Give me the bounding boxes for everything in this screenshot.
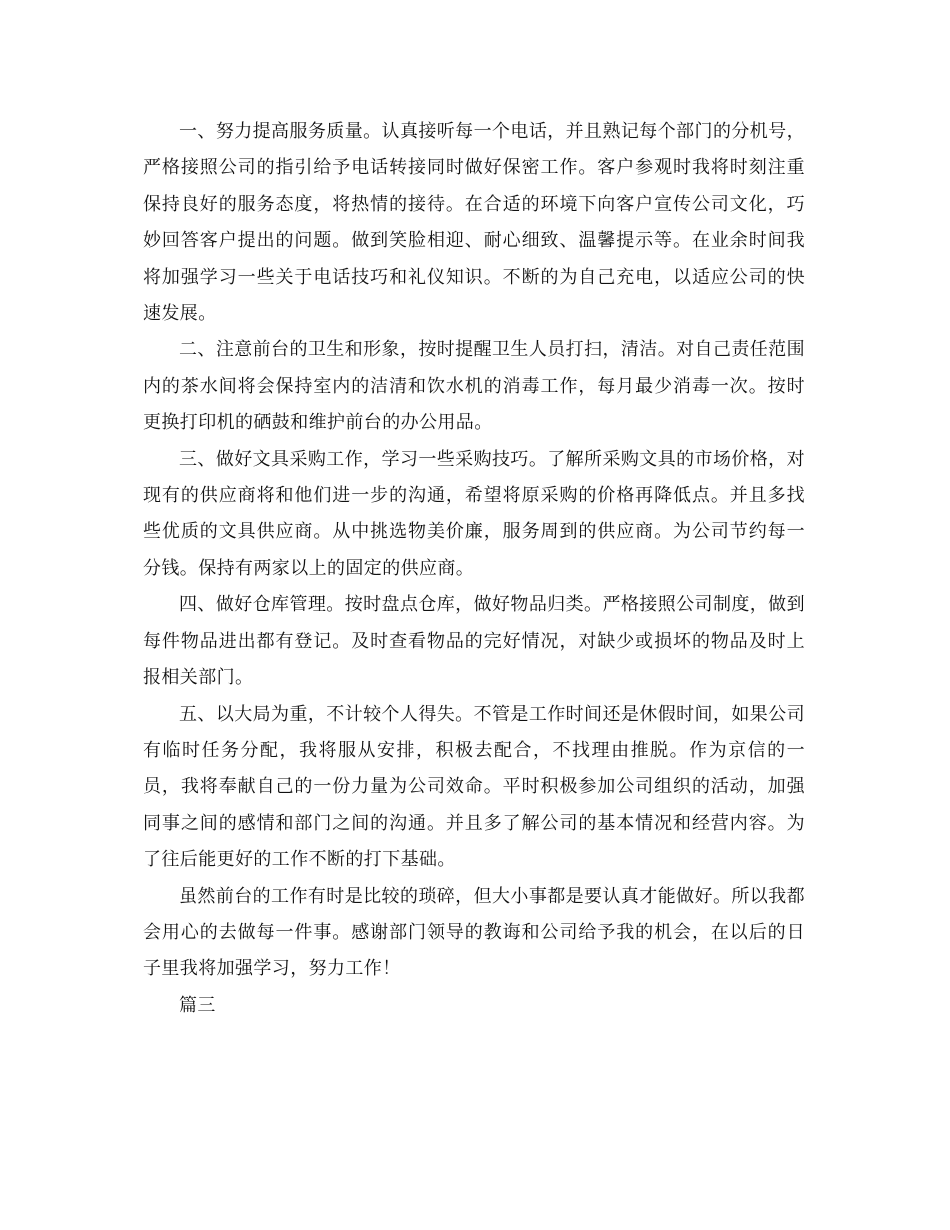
paragraph-front-desk-hygiene: 二、注意前台的卫生和形象，按时提醒卫生人员打扫，清洁。对自己责任范围内的茶水间将会保持室内的洁清和饮水机的消毒工作，每月最少消毒一次。按时更换打印机的硒鼓和维护前台的办公用品。 [143, 339, 805, 434]
paragraph-overall-interest: 五、以大局为重，不计较个人得失。不管是工作时间还是休假时间，如果公司有临时任务分配，我将服从安排，积极去配合，不找理由推脱。作为京信的一员，我将奉献自己的一份力量为公司效命。平时积极参加公司组织的活动，加强同事之间的感情和部门之间的沟通。并且多了解公司的基本情况和经营内容。为了往后能更好的工作不断的打下基础。 [143, 703, 805, 871]
paragraph-conclusion: 虽然前台的工作有时是比较的琐碎，但大小事都是要认真才能做好。所以我都会用心的去做每一件事。感谢部门领导的教诲和公司给予我的机会，在以后的日子里我将加强学习，努力工作！ [143, 885, 805, 980]
paragraph-service-quality: 一、努力提高服务质量。认真接听每一个电话，并且熟记每个部门的分机号，严格接照公司的指引给予电话转接同时做好保密工作。客户参观时我将时刻注重保持良好的服务态度，将热情的接待。在合适的环境下向客户宣传公司文化，巧妙回答客户提出的问题。做到笑脸相迎、耐心细致、温馨提示等。在业余时间我将加强学习一些关于电话技巧和礼仪知识。不断的为自己充电，以适应公司的快速发展。 [143, 121, 805, 325]
paragraph-warehouse-management: 四、做好仓库管理。按时盘点仓库，做好物品归类。严格接照公司制度，做到每件物品进出都有登记。及时查看物品的完好情况，对缺少或损坏的物品及时上报相关部门。 [143, 594, 805, 689]
document-body [143, 114, 805, 1024]
section-heading-part-three: 篇三 [179, 994, 216, 1016]
paragraph-stationery-purchasing: 三、做好文具采购工作，学习一些采购技巧。了解所采购文具的市场价格，对现有的供应商将和他们进一步的沟通，希望将原采购的价格再降低点。并且多找些优质的文具供应商。从中挑选物美价廉，服务周到的供应商。为公司节约每一分钱。保持有两家以上的固定的供应商。 [143, 448, 805, 579]
